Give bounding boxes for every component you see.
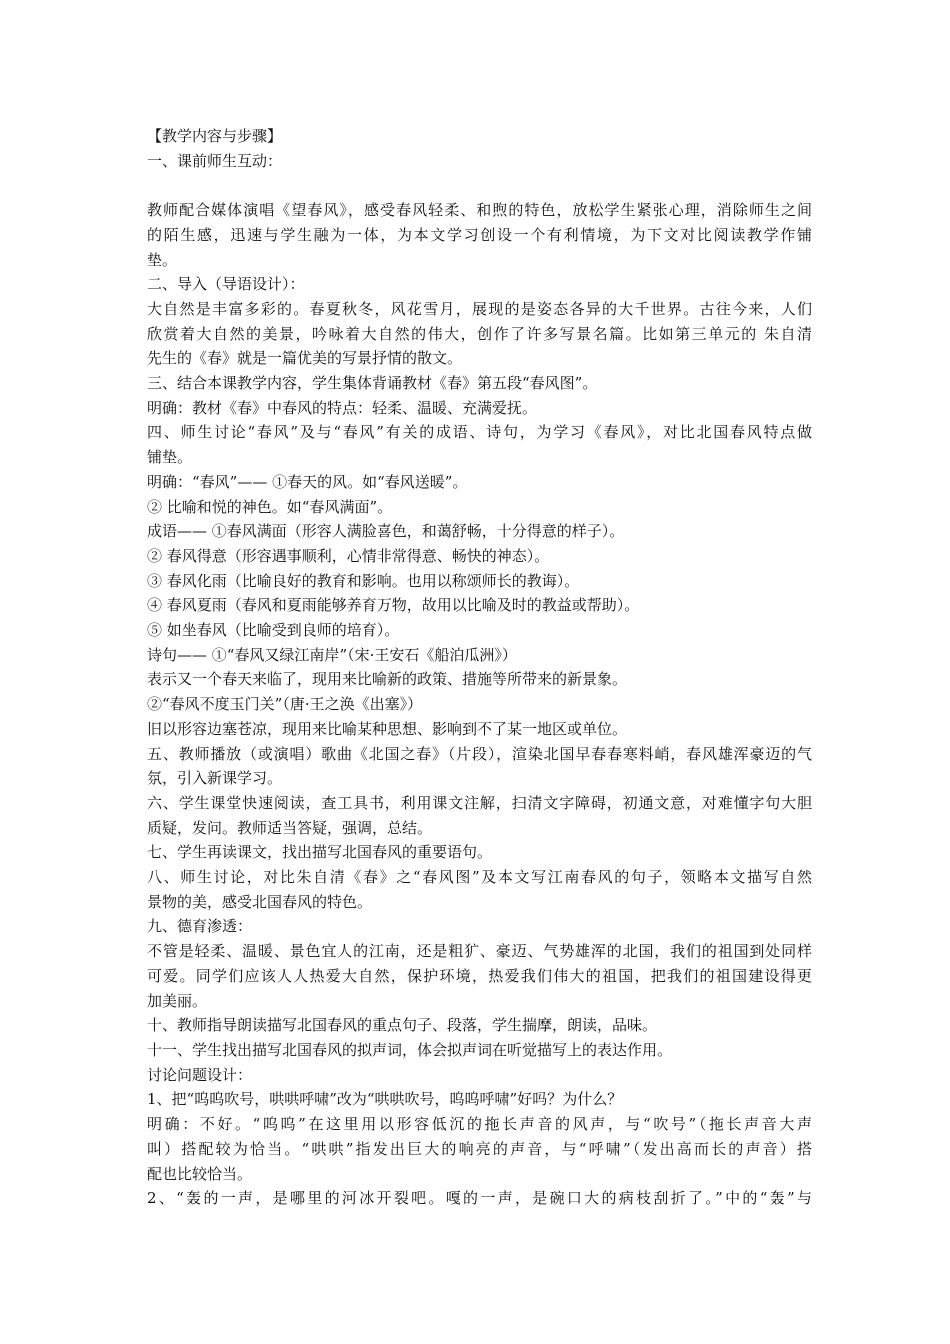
paragraph-line: 明确：不好。“呜呜”在这里用以形容低沉的拖长声音的风声，与“吹号”（拖长声音大声: [147, 1115, 812, 1134]
paragraph-line: 的陌生感，迅速与学生融为一体，为本文学习创设一个有利情境，为下文对比阅读教学作铺: [147, 225, 812, 244]
question-item: 1、把“呜呜吹号，哄哄呼啸”改为“哄哄吹号，呜呜呼啸”好吗？为什么？: [147, 1090, 623, 1109]
list-item: ④ 春风夏雨（春风和夏雨能够养育万物，故用以比喻及时的教益或帮助）。: [147, 596, 640, 615]
paragraph-line: 表示又一个春天来临了，现用来比喻新的政策、措施等所带来的新景象。: [147, 670, 628, 689]
step-heading: 三、结合本课教学内容，学生集体背诵教材《春》第五段“春风图”。: [147, 374, 598, 393]
list-item: 诗句—— ①“春风又绿江南岸”（宋·王安石《船泊瓜洲》）: [147, 645, 517, 664]
step-heading: 四、师生讨论“春风”及与“春风”有关的成语、诗句，为学习《春风》，对比北国春风特点做: [147, 423, 812, 442]
paragraph-line: 景物的美，感受北国春风的特色。: [147, 892, 373, 911]
step-heading: 六、学生课堂快速阅读，查工具书，利用课文注解，扫清文字障碍，初通文意，对难懂字句大胆: [147, 793, 812, 812]
list-item: ②“春风不度玉门关”（唐·王之涣《出塞》）: [147, 695, 423, 714]
paragraph-line: 欣赏着大自然的美景，吟咏着大自然的伟大，创作了许多写景名篇。比如第三单元的 朱自清: [147, 324, 812, 343]
blank-line: [147, 173, 812, 198]
paragraph-line: 配也比较恰当。: [147, 1164, 253, 1183]
paragraph-line: 旧以形容边塞苍凉，现用来比喻某种思想、影响到不了某一地区或单位。: [147, 719, 628, 738]
paragraph-line: 氛，引入新课学习。: [147, 769, 283, 788]
list-item: 明确：“春风”—— ①春天的风。如“春风送暖”。: [147, 472, 468, 491]
step-heading: 五、教师播放（或演唱）歌曲《北国之春》（片段），渲染北国早春春寒料峭，春风雄浑豪迈的气: [147, 744, 812, 763]
document-page: [147, 124, 812, 1211]
paragraph-line: 先生的《春》就是一篇优美的写景抒情的散文。: [147, 349, 463, 368]
paragraph-line: 加美丽。: [147, 991, 208, 1010]
step-heading: 二、导入（导语设计）：: [147, 275, 305, 294]
list-item: ③ 春风化雨（比喻良好的教育和影响。也用以称颂师长的教诲）。: [147, 571, 580, 590]
step-heading: 一、课前师生互动：: [147, 151, 283, 170]
paragraph-line: 铺垫。: [147, 448, 193, 467]
list-item: ⑤ 如坐春风（比喻受到良师的培育）。: [147, 621, 400, 640]
section-heading: 【教学内容与步骤】: [147, 127, 283, 145]
paragraph-line: 垫。: [147, 250, 178, 269]
step-heading: 七、学生再读课文，找出描写北国春风的重要语句。: [147, 843, 493, 862]
question-item: 2、“轰的一声，是哪里的河冰开裂吧。嘎的一声，是碗口大的病枝刮折了。”中的“轰”与: [147, 1189, 812, 1208]
subheading: 讨论问题设计：: [147, 1065, 253, 1084]
paragraph-line: 不管是轻柔、温暖、景色宜人的江南，还是粗犷、豪迈、气势雄浑的北国，我们的祖国到处同样: [147, 942, 812, 961]
list-item: ② 春风得意（形容遇事顺利，心情非常得意、畅快的神态）。: [147, 546, 550, 565]
paragraph-line: 可爱。同学们应该人人热爱大自然，保护环境，热爱我们伟大的祖国，把我们的祖国建设得更: [147, 966, 812, 985]
paragraph-line: 明确：教材《春》中春风的特点：轻柔、温暖、充满爱抚。: [147, 398, 538, 417]
list-item: 成语—— ①春风满面（形容人满脸喜色，和蔼舒畅，十分得意的样子）。: [147, 522, 625, 541]
step-heading: 十、教师指导朗读描写北国春风的重点句子、段落，学生揣摩，朗读，品味。: [147, 1016, 658, 1035]
list-item: ② 比喻和悦的神色。如“春风满面”。: [147, 497, 393, 516]
paragraph-line: 教师配合媒体演唱《望春风》，感受春风轻柔、和煦的特色，放松学生紧张心理，消除师生之间: [147, 201, 812, 220]
paragraph-line: 质疑，发问。教师适当答疑，强调，总结。: [147, 818, 433, 837]
paragraph-line: 大自然是丰富多彩的。春夏秋冬，风花雪月，展现的是姿态各异的大千世界。古往今来，人们: [147, 299, 812, 318]
step-heading: 十一、学生找出描写北国春风的拟声词，体会拟声词在听觉描写上的表达作用。: [147, 1041, 673, 1059]
step-heading: 八、师生讨论，对比朱自清《春》之“春风图”及本文写江南春风的句子，领略本文描写自然: [147, 868, 812, 887]
step-heading: 九、德育渗透：: [147, 917, 253, 936]
paragraph-line: 叫）搭配较为恰当。“哄哄”指发出巨大的响亮的声音，与“呼啸”（发出高而长的声音）搭: [147, 1139, 812, 1158]
